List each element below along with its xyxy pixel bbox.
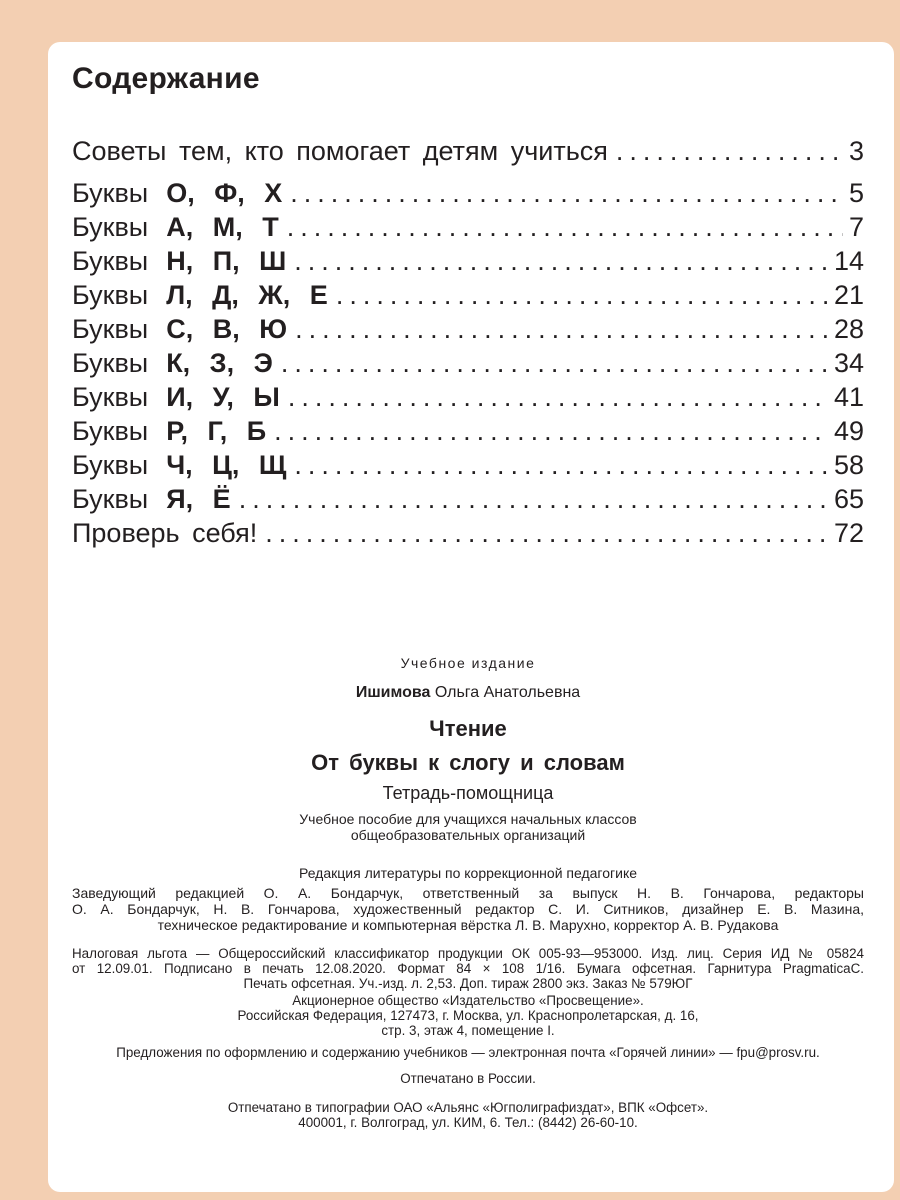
toc-item-title: Буквы: [72, 484, 149, 514]
toc-item-title: Буквы: [72, 382, 149, 412]
toc-item-title: Буквы: [72, 416, 149, 446]
toc-item-title: Буквы: [72, 348, 149, 378]
toc-item-letters: С, В, Ю: [166, 314, 288, 344]
editorial-credits: [72, 885, 864, 933]
toc-item-title: Проверь себя!: [72, 518, 258, 548]
dot-leader: [290, 176, 843, 210]
toc-item[interactable]: [72, 482, 864, 516]
printed-in: Отпечатано в России.: [400, 1071, 536, 1086]
toc-page-number: 3: [848, 136, 864, 166]
toc-item[interactable]: [72, 134, 864, 168]
toc-item-title: Буквы: [72, 212, 149, 242]
toc-page-number: 28: [833, 314, 864, 344]
toc-item-title: Буквы: [72, 450, 149, 480]
credits-line: техническое редактирование и компьютерная вёрстка Л. В. Марухно, корректор А. В. Рудакова: [157, 917, 779, 933]
toc-item-title: Буквы: [72, 246, 149, 276]
toc-page-number: 41: [833, 382, 864, 412]
dot-leader: [287, 210, 843, 244]
dot-leader: [294, 244, 828, 278]
toc-item-letters: Н, П, Ш: [166, 246, 287, 276]
toc-item-letters: К, З, Э: [166, 348, 273, 378]
toc-page-number: 65: [833, 484, 864, 514]
technical-line: от 12.09.01. Подписано в печать 12.08.2020. Формат 84 × 108 1/16. Бумага офсетная. Гарнитура PragmaticaC.: [72, 961, 864, 976]
toc-item[interactable]: [72, 414, 864, 448]
toc-page-number: 58: [833, 450, 864, 480]
toc-item-letters: А, М, Т: [166, 212, 279, 242]
toc-item-letters: Р, Г, Б: [166, 416, 267, 446]
toc-item[interactable]: [72, 516, 864, 550]
toc-page-number: 5: [848, 178, 864, 208]
toc-item-title: Буквы: [72, 314, 149, 344]
book-type: Тетрадь-помощница: [382, 783, 554, 803]
printer-line: Отпечатано в типографии ОАО «Альянс «Югполиграфиздат», ВПК «Офсет».: [227, 1100, 709, 1115]
publisher-line: Российская Федерация, 127473, г. Москва, ул. Краснопролетарская, д. 16,: [237, 1008, 699, 1023]
toc-item[interactable]: [72, 312, 864, 346]
purpose-line: общеобразовательных организаций: [350, 827, 586, 843]
dot-leader: [265, 516, 828, 550]
book-subtitle: От буквы к слогу и словам: [311, 750, 625, 775]
book-title: Чтение: [429, 716, 507, 741]
proposals-contact: Предложения по оформлению и содержанию учебников — электронная почта «Горячей линии» — fpu@prosv.ru.: [116, 1045, 820, 1060]
technical-line: Печать офсетная. Уч.-изд. л. 2,53. Доп. тираж 2800 экз. Заказ № 579ЮГ: [243, 976, 693, 991]
credits-line: Заведующий редакцией О. А. Бондарчук, ответственный за выпуск Н. В. Гончарова, редакторы: [72, 885, 864, 901]
table-of-contents: [72, 134, 864, 550]
author-surname: Ишимова: [355, 684, 431, 701]
toc-item[interactable]: [72, 346, 864, 380]
dot-leader: [239, 482, 828, 516]
technical-line: Налоговая льгота — Общероссийский классификатор продукции ОК 005-93—953000. Изд. лиц. Серия ИД № 05824: [72, 946, 864, 961]
publisher-line: Акционерное общество «Издательство «Просвещение».: [292, 993, 644, 1008]
edition-type: Учебное издание: [400, 655, 536, 671]
dot-leader: [281, 346, 828, 380]
toc-item-letters: Я, Ё: [166, 484, 231, 514]
toc-item[interactable]: [72, 448, 864, 482]
toc-item[interactable]: [72, 278, 864, 312]
toc-item-letters: Л, Д, Ж, Е: [166, 280, 328, 310]
technical-info: [72, 946, 864, 991]
toc-item-title: Советы тем, кто помогает детям учиться: [72, 136, 608, 166]
toc-page-number: 21: [833, 280, 864, 310]
editorial-department: Редакция литературы по коррекционной педагогике: [298, 865, 638, 881]
toc-item[interactable]: [72, 210, 864, 244]
toc-page-number: 49: [833, 416, 864, 446]
toc-title: Содержание: [72, 62, 260, 95]
toc-item-title: Буквы: [72, 178, 149, 208]
purpose: [72, 811, 864, 843]
toc-page-number: 72: [833, 518, 864, 548]
author-name: Ольга Анатольевна: [434, 684, 581, 701]
toc-item-title: Буквы: [72, 280, 149, 310]
dot-leader: [295, 312, 828, 346]
printer-info: [72, 1100, 864, 1130]
dot-leader: [294, 448, 828, 482]
toc-page-number: 34: [833, 348, 864, 378]
toc-item[interactable]: [72, 380, 864, 414]
dot-leader: [288, 380, 828, 414]
credits-line: О. А. Бондарчук, Н. В. Гончарова, художественный редактор С. И. Ситников, дизайнер Е. В. Мазина,: [72, 901, 864, 917]
dot-leader: [616, 134, 843, 168]
publisher-info: [72, 993, 864, 1038]
dot-leader: [274, 414, 828, 448]
publisher-line: стр. 3, этаж 4, помещение I.: [381, 1023, 555, 1038]
purpose-line: Учебное пособие для учащихся начальных классов: [299, 811, 637, 827]
printer-line: 400001, г. Волгоград, ул. КИМ, 6. Тел.: (8442) 26-60-10.: [298, 1115, 638, 1130]
toc-item-letters: Ч, Ц, Щ: [166, 450, 287, 480]
toc-page-number: 14: [833, 246, 864, 276]
toc-item[interactable]: [72, 176, 864, 210]
author: [72, 685, 864, 701]
toc-item-letters: И, У, Ы: [166, 382, 280, 412]
imprint-block: [72, 655, 864, 1130]
toc-item[interactable]: [72, 244, 864, 278]
dot-leader: [336, 278, 828, 312]
toc-page-number: 7: [848, 212, 864, 242]
toc-item-letters: О, Ф, Х: [166, 178, 283, 208]
